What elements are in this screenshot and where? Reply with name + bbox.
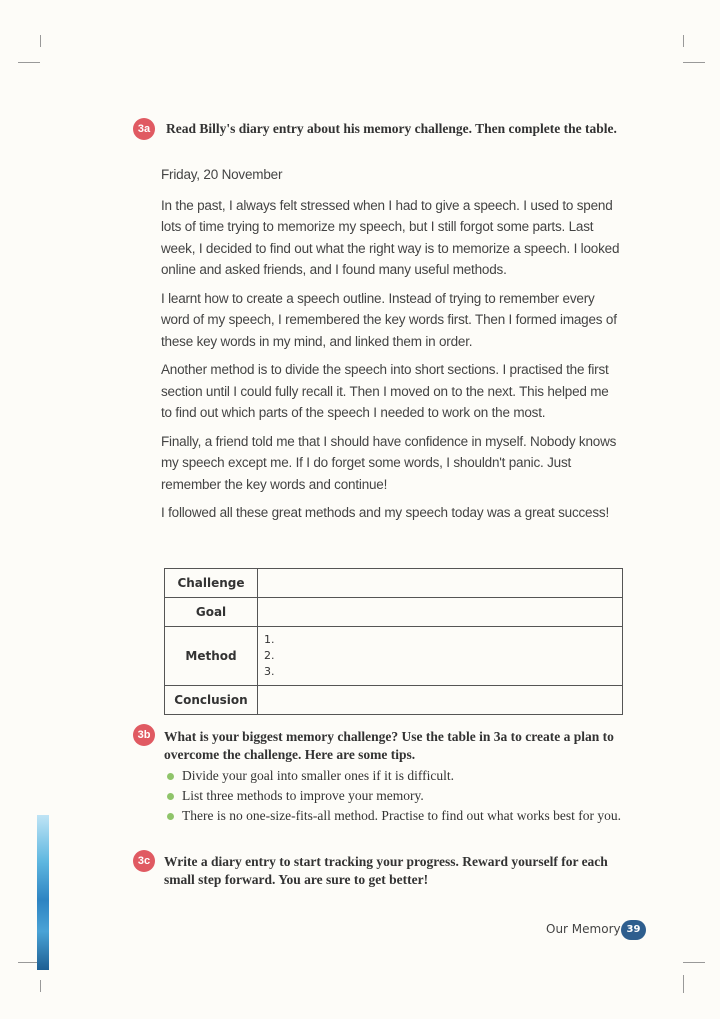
goal-cell[interactable]	[258, 598, 623, 627]
crop-mark	[18, 62, 40, 63]
table-row	[165, 569, 623, 598]
crop-mark	[40, 35, 41, 47]
method-label: Method	[165, 627, 258, 686]
diary-paragraph: I followed all these great methods and my speech today was a great success!	[161, 505, 610, 520]
tips-list	[163, 766, 633, 826]
exercise-badge-3a: 3a	[133, 118, 155, 140]
bullet-icon	[167, 793, 174, 800]
crop-mark	[683, 62, 705, 63]
tip-text: Divide your goal into smaller ones if it is difficult.	[182, 768, 454, 783]
tip-text: There is no one-size-fits-all method. Practise to find out what works best for you.	[182, 808, 622, 823]
diary-date: Friday, 20 November	[161, 167, 283, 182]
table-row	[165, 686, 623, 715]
crop-mark	[683, 962, 705, 963]
table-row	[165, 627, 623, 686]
exercise-badge-3b: 3b	[133, 724, 155, 746]
goal-label: Goal	[165, 598, 258, 627]
diary-paragraph: I learnt how to create a speech outline. Instead of trying to remember every word of my speech, I remembered the key words first. Then I formed images of these key words in my mind, and linked them in order.	[161, 290, 617, 349]
exercise-3c-instruction: Write a diary entry to start tracking your progress. Reward yourself for each small step forward. You are sure to get better!	[164, 854, 608, 887]
conclusion-label: Conclusion	[165, 686, 258, 715]
list-item	[163, 786, 633, 806]
challenge-label: Challenge	[165, 569, 258, 598]
method-cell[interactable]	[258, 627, 623, 686]
method-item: 1.	[264, 633, 275, 646]
sea-image-strip	[37, 815, 49, 970]
plan-table	[164, 568, 623, 715]
diary-paragraph: In the past, I always felt stressed when I had to give a speech. I used to spend lots of time trying to memorize my speech, but I still forgot some parts. Last week, I decided to find out what the right way is to memorize a speech. I looked online and asked friends, and I found many useful methods.	[161, 197, 620, 277]
crop-mark	[40, 980, 41, 992]
list-item	[163, 766, 633, 786]
unit-title: Our Memory	[546, 922, 621, 936]
method-item: 3.	[264, 665, 275, 678]
exercise-badge-3c: 3c	[133, 850, 155, 872]
list-item	[163, 806, 633, 826]
bullet-icon	[167, 773, 174, 780]
page-number-badge: 39	[621, 920, 646, 940]
tip-text: List three methods to improve your memory.	[182, 788, 424, 803]
method-item: 2.	[264, 649, 275, 662]
diary-entry	[161, 164, 621, 531]
crop-mark	[683, 975, 684, 993]
conclusion-cell[interactable]	[258, 686, 623, 715]
crop-mark	[683, 35, 684, 47]
diary-paragraph: Another method is to divide the speech into short sections. I practised the first section until I could fully recall it. Then I moved on to the next. This helped me to find out which parts of the speech I needed to work on the most.	[161, 362, 609, 420]
table-row	[165, 598, 623, 627]
exercise-3a-instruction: Read Billy's diary entry about his memory challenge. Then complete the table.	[166, 121, 617, 136]
bullet-icon	[167, 813, 174, 820]
diary-paragraph: Finally, a friend told me that I should have confidence in myself. Nobody knows my speech except me. If I do forget some words, I shouldn't panic. Just remember the key words and continue!	[161, 433, 617, 492]
exercise-3b-instruction: What is your biggest memory challenge? Use the table in 3a to create a plan to overcome the challenge. Here are some tips.	[164, 729, 614, 762]
challenge-cell[interactable]	[258, 569, 623, 598]
